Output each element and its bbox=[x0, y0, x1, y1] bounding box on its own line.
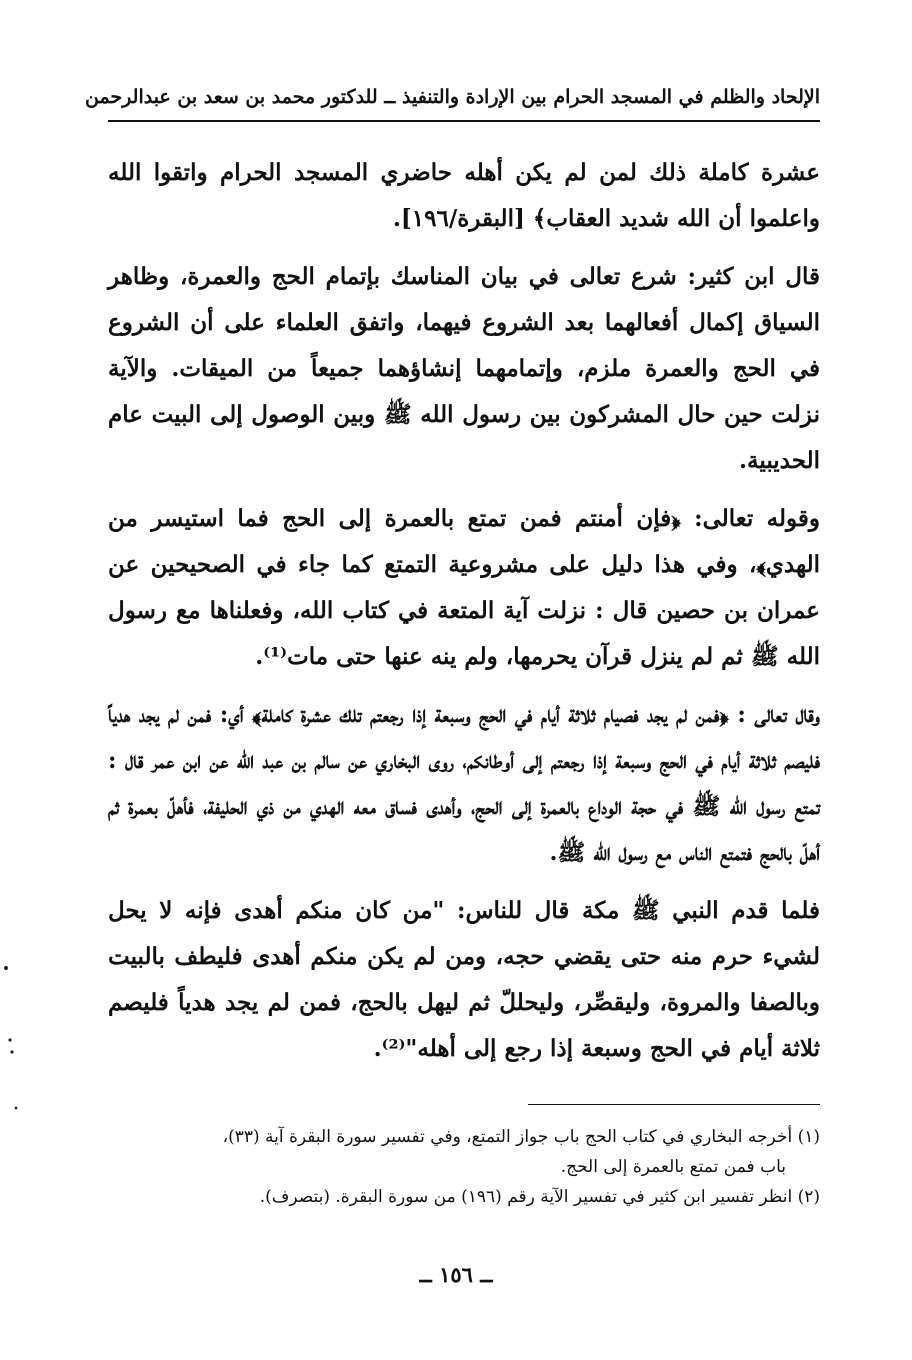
footnote-marker: (٢) bbox=[797, 1187, 820, 1207]
footnote-2 bbox=[108, 1182, 820, 1212]
page-number: ــ ١٥٦ ــ bbox=[419, 1262, 493, 1287]
footnote-rule bbox=[528, 1104, 820, 1105]
footnote-1 bbox=[108, 1122, 820, 1152]
scan-speck bbox=[8, 1038, 11, 1041]
footnote-marker: (١) bbox=[797, 1127, 820, 1147]
paragraph-3: وقوله تعالى: ﴿فإن أمنتم فمن تمتع بالعمرة إلى الحج فما استيسر من الهدي﴾، وفي هذا دليل على مشروعية التمتع كما جاء في الصحيحين عن عمران بن حصين قال : نزلت آية المتعة في كتاب الله، وفعلناها مع رسول الله ﷺ ثم لم ينزل قرآن يحرمها، ولم ينه عنها حتى مات⁽¹⁾. bbox=[108, 505, 820, 670]
footnote-text: انظر تفسير ابن كثير في تفسير الآية رقم (١٩٦) من سورة البقرة. (بتصرف). bbox=[259, 1187, 793, 1207]
paragraph-5: فلما قدم النبي ﷺ مكة قال للناس: "من كان منكم أهدى فإنه لا يحل لشيء حرم منه حتى يقضي حجه، ومن لم يكن منكم أهدى فليطف بالبيت وبالصفا والمروة، وليقصِّر، وليحللّ ثم ليهل بالحج، فمن لم يجد هدياً فليصم ثلاثة أيام في الحج وسبعة إذا رجع إلى أهله"⁽²⁾. bbox=[108, 897, 820, 1062]
scan-speck bbox=[15, 1107, 18, 1110]
footnotes bbox=[108, 1122, 820, 1212]
footnote-1-continuation: باب فمن تمتع بالعمرة إلى الحج. bbox=[560, 1157, 786, 1177]
paragraph-2: قال ابن كثير: شرع تعالى في بيان المناسك بإتمام الحج والعمرة، وظاهر السياق إكمال أفعالهما بعد الشروع فيهما، واتفق العلماء على أن الشروع في الحج والعمرة ملزم، وإتمامهما إنشاؤهما جميعاً من الميقات. والآية نزلت حين حال المشركون بين رسول الله ﷺ وبين الوصول إلى البيت عام الحديبية. bbox=[108, 263, 820, 474]
footnote-text: أخرجه البخاري في كتاب الحج باب جواز التمتع، وفي تفسير سورة البقرة آية (٣٣)، bbox=[222, 1127, 793, 1147]
scan-speck bbox=[10, 1050, 13, 1053]
scan-speck bbox=[4, 966, 8, 970]
scan-specks bbox=[0, 0, 40, 1360]
paragraph-1: عشرة كاملة ذلك لمن لم يكن أهله حاضري المسجد الحرام واتقوا الله واعلموا أن الله شديد العقاب﴾ [البقرة/١٩٦]. bbox=[108, 159, 820, 232]
header-rule bbox=[108, 120, 820, 122]
running-head: الإلحاد والظلم في المسجد الحرام بين الإرادة والتنفيذ ــ للدكتور محمد بن سعد بن عبدالرحمن bbox=[84, 86, 820, 108]
paragraph-4: وقال تعالى : ﴿فمن لم يجد فصيام ثلاثة أيام في الحج وسبعة إذا رجعتم تلك عشرة كاملة﴾ أي: فمن لم يجد هدياً فليصم ثلاثة أيام في الحج وسبعة إذا رجعتم إلى أوطانكم، روى البخاري عن سالم بن عبد الله عن ابن عمر قال : تمتع رسول الله ﷺ في حجة الوداع بالعمرة إلى الحج، وأهدى فساق معه الهدي من ذي الحليفة، فأهلّ بعمرة ثم أهلّ بالحج فتمتع الناس مع رسول الله ﷺ. bbox=[108, 701, 821, 866]
main-text bbox=[108, 150, 820, 1072]
